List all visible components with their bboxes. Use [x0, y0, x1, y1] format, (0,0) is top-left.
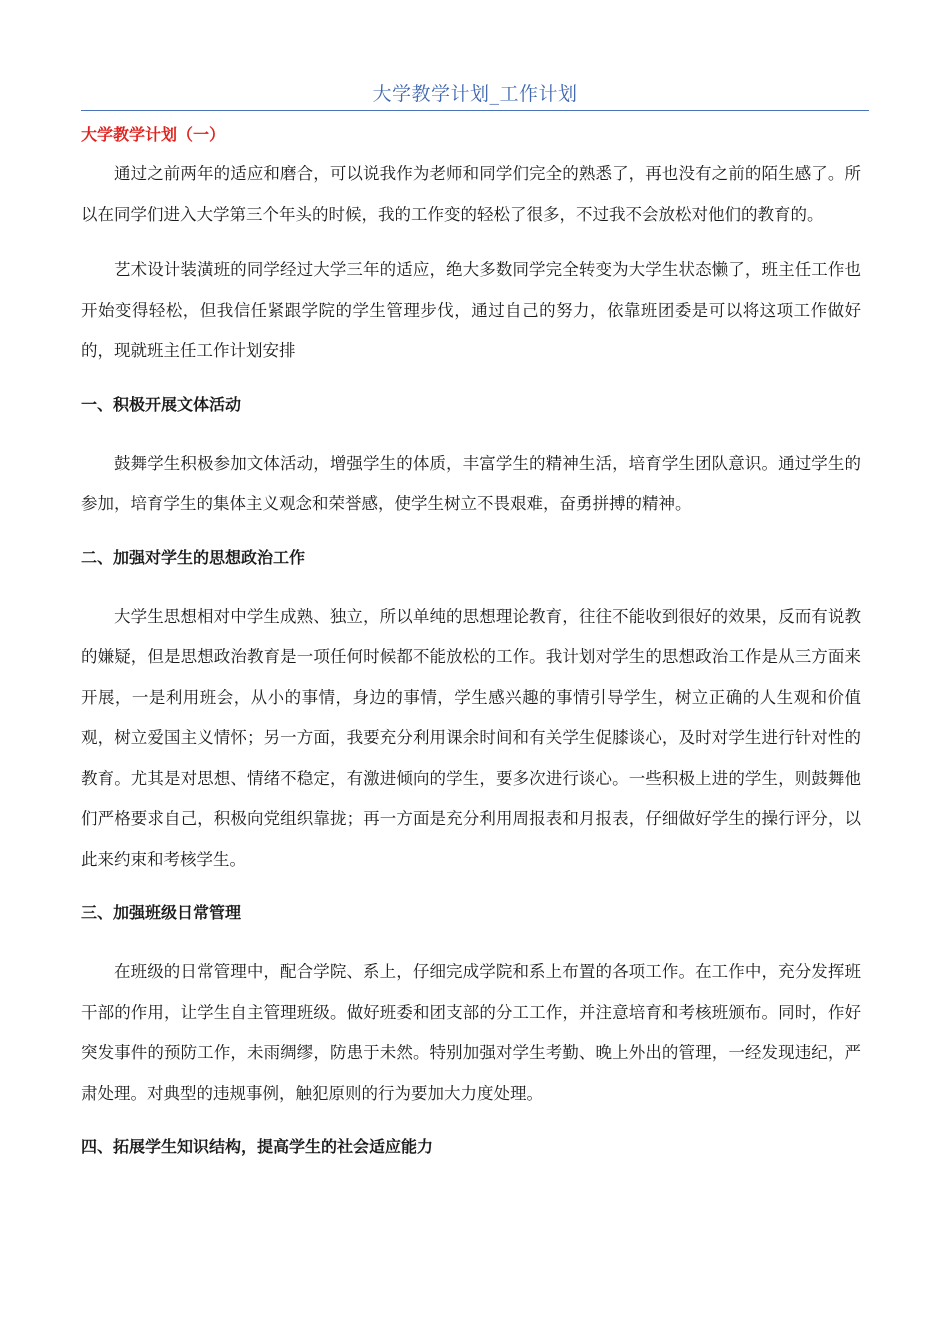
item-heading-1: 一、积极开展文体活动	[81, 394, 242, 414]
item-paragraph-2: 大学生思想相对中学生成熟、独立，所以单纯的思想理论教育，往往不能收到很好的效果，反而有说教的嫌疑，但是思想政治教育是一项任何时候都不能放松的工作。我计划对学生的思想政治工作是从三方面来开展，一是利用班会，从小的事情，身边的事情，学生感兴趣的事情引导学生，树立正确的人生观和价值观，树立爱国主义情怀；另一方面，我要充分利用课余时间和有关学生促膝谈心，及时对学生进行针对性的教育。尤其是对思想、情绪不稳定，有激进倾向的学生，要多次进行谈心。一些积极上进的学生，则鼓舞他们严格要求自己，积极向党组织靠拢；再一方面是充分利用周报表和月报表，仔细做好学生的操行评分，以此来约束和考核学生。	[81, 606, 861, 869]
article-body	[81, 124, 861, 1158]
header-title: 大学教学计划_工作计划	[372, 83, 578, 105]
item-paragraph-1: 鼓舞学生积极参加文体活动，增强学生的体质，丰富学生的精神生活，培育学生团队意识。通过学生的参加，培育学生的集体主义观念和荣誉感，使学生树立不畏艰难，奋勇拼搏的精神。	[81, 453, 861, 513]
section-title: 大学教学计划（一）	[81, 125, 226, 144]
intro-paragraph-1: 通过之前两年的适应和磨合，可以说我作为老师和同学们完全的熟悉了，再也没有之前的陌生感了。所以在同学们进入大学第三个年头的时候，我的工作变的轻松了很多，不过我不会放松对他们的教育的。	[81, 164, 861, 224]
intro-paragraph-2: 艺术设计装潢班的同学经过大学三年的适应，绝大多数同学完全转变为大学生状态懒了，班主任工作也开始变得轻松，但我信任紧跟学院的学生管理步伐，通过自己的努力，依靠班团委是可以将这项工作做好的，现就班主任工作计划安排	[81, 260, 861, 360]
item-heading-3: 三、加强班级日常管理	[81, 903, 242, 922]
item-heading-4: 四、拓展学生知识结构，提高学生的社会适应能力	[81, 1137, 434, 1156]
item-heading-2: 二、加强对学生的思想政治工作	[81, 547, 306, 567]
page-header	[81, 80, 869, 111]
item-paragraph-3: 在班级的日常管理中，配合学院、系上，仔细完成学院和系上布置的各项工作。在工作中，充分发挥班干部的作用，让学生自主管理班级。做好班委和团支部的分工工作，并注意培育和考核班颁布。同时，作好突发事件的预防工作，未雨绸缪，防患于未然。特别加强对学生考勤、晚上外出的管理，一经发现违纪，严肃处理。对典型的违规事例，触犯原则的行为要加大力度处理。	[81, 962, 861, 1103]
